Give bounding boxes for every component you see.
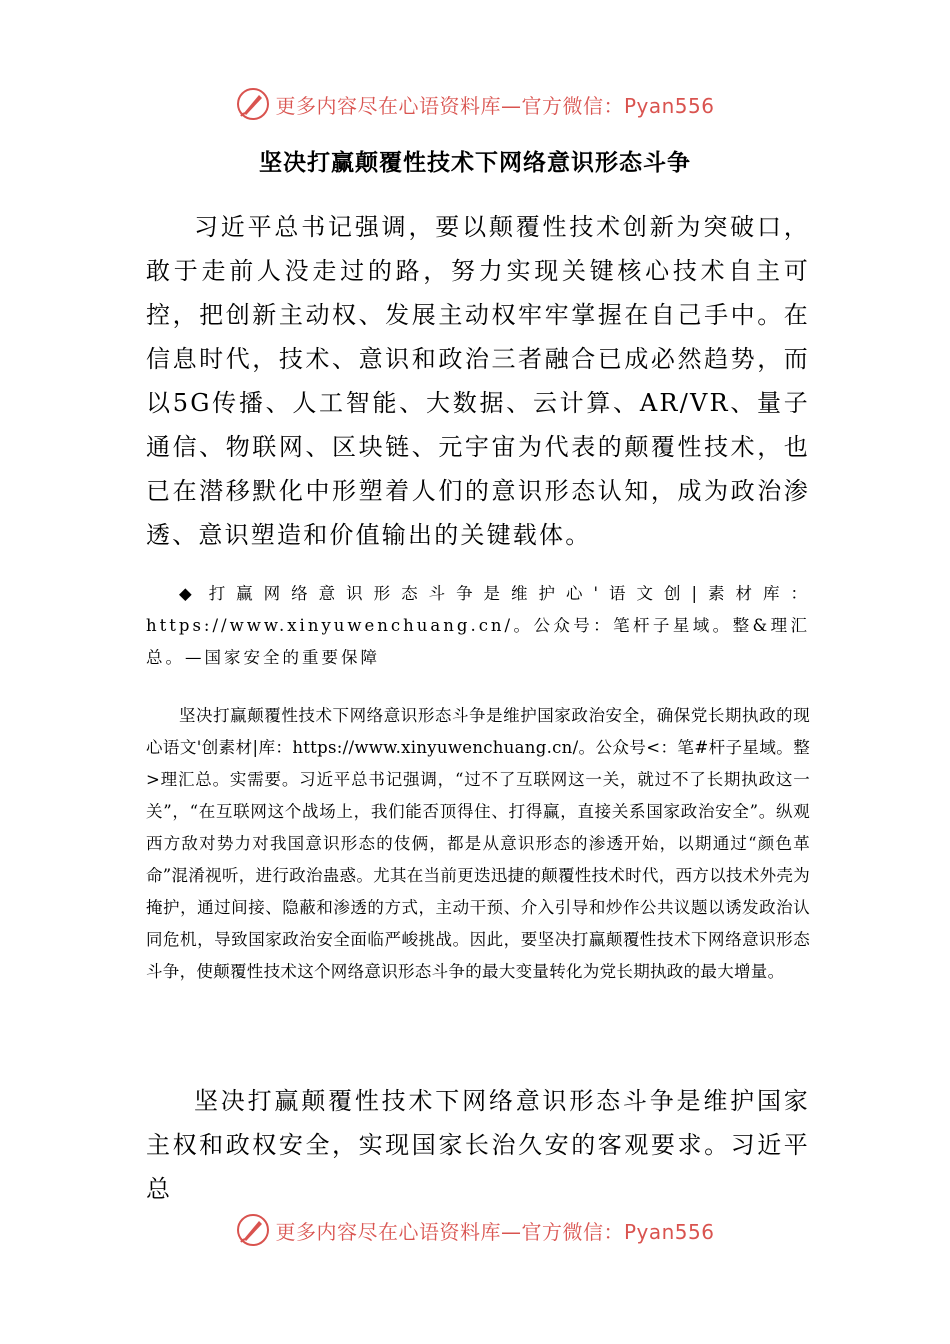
section-heading [146,578,810,674]
body-paragraph: 坚决打赢颠覆性技术下网络意识形态斗争是维护国家政治安全，确保党长期执政的现心语文'创素材|库：https://www.xinyuwenchuang.cn/。公众号<：笔#杆子星域。整>理汇总。实需要。习近平总书记强调，“过不了互联网这一关，就过不了长期执政这一关”，“在互联网这个战场上，我们能否顶得住、打得赢，直接关系国家政治安全”。纵观西方敌对势力对我国意识形态的伎俩，都是从意识形态的渗透开始，以期通过“颜色革命”混淆视听，进行政治蛊惑。尤其在当前更迭迅捷的颠覆性技术时代，西方以技术外壳为掩护，通过间接、隐蔽和渗透的方式，主动干预、介入引导和炒作公共议题以诱发政治认同危机，导致国家政治安全面临严峻挑战。因此，要坚决打赢颠覆性技术下网络意识形态斗争，使颠覆性技术这个网络意识形态斗争的最大变量转化为党长期执政的最大增量。 [146,706,810,981]
document-title: 坚决打赢颠覆性技术下网络意识形态斗争 [259,150,691,176]
watermark-banner-top [0,82,950,126]
watermark-text: 更多内容尽在心语资料库—官方微信：Pyan556 [275,1219,715,1244]
diamond-bullet-icon: ◆ [179,584,203,603]
section-heading-text: 打赢网络意识形态斗争是维护心'语文创|素材库：https://www.xinyuwenchuang.cn/。公众号：笔杆子星域。整&理汇总。—国家安全的重要保障 [146,584,810,667]
quill-pen-logo-icon [235,86,271,122]
closing-paragraph: 坚决打赢颠覆性技术下网络意识形态斗争是维护国家主权和政权安全，实现国家长治久安的客观要求。习近平总 [146,1087,810,1203]
intro-paragraph: 习近平总书记强调，要以颠覆性技术创新为突破口，敢于走前人没走过的路，努力实现关键核心技术自主可控，把创新主动权、发展主动权牢牢掌握在自己手中。在信息时代，技术、意识和政治三者融合已成必然趋势，而以5G传播、人工智能、大数据、云计算、AR/VR、量子通信、物联网、区块链、元宇宙为代表的颠覆性技术，也已在潜移默化中形塑着人们的意识形态认知，成为政治渗透、意识塑造和价值输出的关键载体。 [146,213,810,549]
watermark-banner-bottom [0,1208,950,1252]
quill-pen-logo-icon [235,1212,271,1248]
watermark-text: 更多内容尽在心语资料库—官方微信：Pyan556 [275,93,715,118]
